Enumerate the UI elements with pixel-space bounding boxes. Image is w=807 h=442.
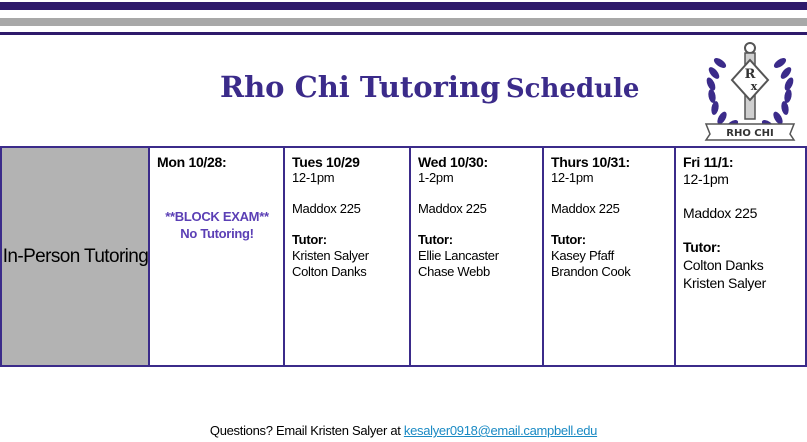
thursday-tutor-label: Tutor: — [551, 232, 586, 247]
thursday-tutor-1: Kasey Pfaff — [551, 248, 614, 263]
footer — [0, 423, 807, 438]
wednesday-room: Maddox 225 — [418, 201, 487, 216]
tuesday-time: 12-1pm — [292, 170, 335, 185]
thursday-time: 12-1pm — [551, 170, 594, 185]
schedule-table — [0, 146, 807, 367]
tuesday-day: Tues 10/29 — [292, 154, 360, 170]
friday-tutor-label: Tutor: — [683, 239, 721, 255]
tuesday-tutor-2: Colton Danks — [292, 264, 367, 279]
title-part-2: Schedule — [505, 74, 640, 104]
logo-banner-text: RHO CHI — [726, 128, 774, 139]
header-bar-purple-top — [0, 2, 807, 10]
friday-time: 12-1pm — [683, 171, 729, 187]
wednesday-tutor-1: Ellie Lancaster — [418, 248, 499, 263]
email-link[interactable]: kesalyer0918@email.campbell.edu — [403, 423, 598, 438]
footer-text: Questions? Email Kristen Salyer at — [209, 423, 404, 438]
monday-day: Mon 10/28: — [157, 154, 227, 170]
wednesday-day: Wed 10/30: — [418, 154, 488, 170]
friday-tutor-2: Kristen Salyer — [683, 275, 766, 291]
row-label: In-Person Tutoring — [2, 245, 149, 267]
notice-line-1: **BLOCK EXAM** — [165, 209, 269, 224]
tuesday-room: Maddox 225 — [292, 201, 361, 216]
title-part-1: Rho Chi Tutoring — [220, 70, 501, 104]
thursday-cell — [542, 146, 676, 367]
friday-cell — [674, 146, 807, 367]
tuesday-cell — [283, 146, 410, 367]
header-bar-purple-thin — [0, 32, 807, 35]
svg-text:R: R — [744, 67, 756, 82]
rho-chi-crest-icon — [698, 38, 802, 142]
wednesday-tutor-label: Tutor: — [418, 232, 453, 247]
wednesday-time: 1-2pm — [418, 170, 454, 185]
header-bar-gray — [0, 18, 807, 26]
friday-room: Maddox 225 — [683, 205, 758, 221]
thursday-room: Maddox 225 — [551, 201, 620, 216]
friday-day: Fri 11/1: — [683, 154, 734, 170]
svg-text:x: x — [750, 80, 758, 93]
thursday-tutor-2: Brandon Cook — [551, 264, 631, 279]
wednesday-tutor-2: Chase Webb — [418, 264, 490, 279]
row-label-cell — [0, 146, 149, 367]
monday-cell — [148, 146, 284, 367]
friday-tutor-1: Colton Danks — [683, 257, 764, 273]
wednesday-cell — [409, 146, 543, 367]
tuesday-tutor-1: Kristen Salyer — [292, 248, 369, 263]
tuesday-tutor-label: Tutor: — [292, 232, 327, 247]
notice-line-2: No Tutoring! — [180, 226, 254, 241]
page-title — [220, 70, 639, 104]
thursday-day: Thurs 10/31: — [551, 154, 630, 170]
monday-notice — [150, 208, 284, 242]
